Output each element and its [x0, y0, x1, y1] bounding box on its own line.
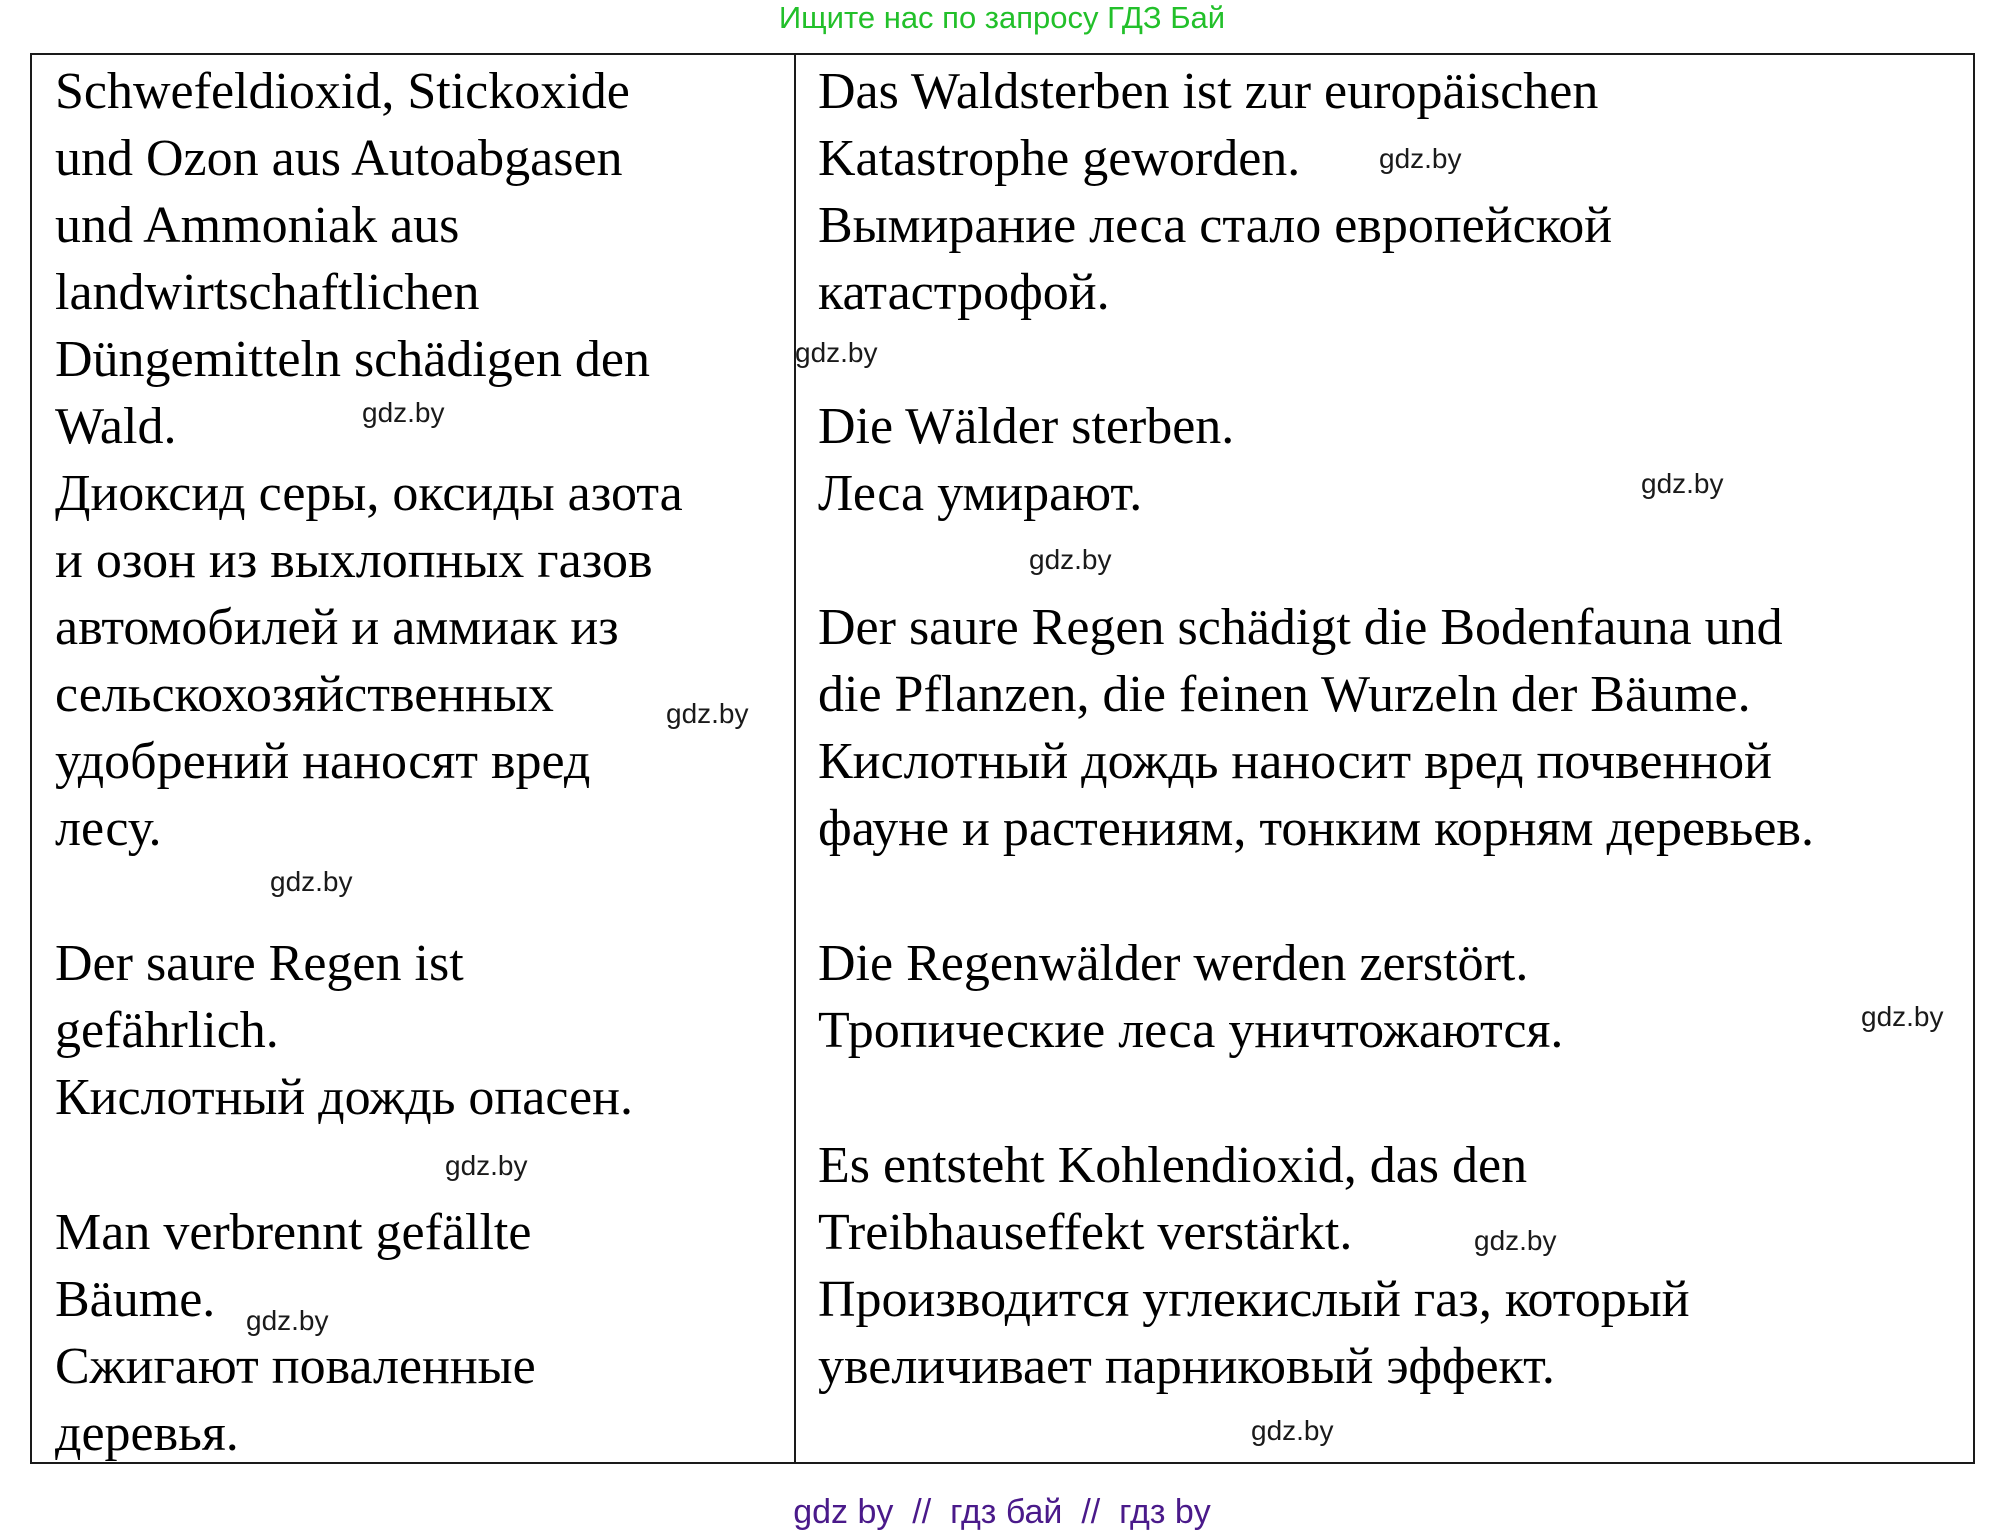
- german-line: Man verbrennt gefällte: [55, 1204, 532, 1261]
- german-line: Schwefeldioxid, Stickoxide: [55, 63, 630, 120]
- german-line: Treibhauseffekt verstärkt.: [818, 1204, 1353, 1261]
- german-line: landwirtschaftlichen: [55, 264, 480, 321]
- german-line: Die Wälder sterben.: [818, 398, 1235, 455]
- russian-line: увеличивает парниковый эффект.: [818, 1338, 1555, 1395]
- watermark: gdz.by: [795, 337, 878, 368]
- german-line: Wald.: [55, 398, 177, 455]
- footer-links: gdz by // гдз бай // гдз by: [793, 1493, 1211, 1531]
- column-divider: [794, 53, 796, 1464]
- russian-line: Кислотный дождь опасен.: [55, 1069, 633, 1126]
- german-line: Es entsteht Kohlendioxid, das den: [818, 1137, 1528, 1194]
- search-hint-banner: Ищите нас по запросу ГДЗ Бай: [778, 0, 1226, 35]
- russian-line: катастрофой.: [818, 264, 1110, 321]
- watermark: gdz.by: [1861, 1001, 1944, 1032]
- russian-line: автомобилей и аммиак из: [55, 599, 619, 656]
- german-line: gefährlich.: [55, 1002, 279, 1059]
- russian-line: Кислотный дождь наносит вред почвенной: [818, 733, 1772, 790]
- german-line: Die Regenwälder werden zerstört.: [818, 935, 1529, 992]
- watermark: gdz.by: [1029, 544, 1112, 575]
- watermark: gdz.by: [1251, 1415, 1334, 1446]
- watermark: gdz.by: [445, 1150, 528, 1181]
- german-line: Bäume.: [55, 1271, 216, 1328]
- russian-line: сельскохозяйственных: [55, 666, 554, 723]
- german-line: Düngemitteln schädigen den: [55, 331, 650, 388]
- russian-line: Вымирание леса стало европейской: [818, 197, 1613, 254]
- russian-line: Леса умирают.: [818, 465, 1143, 522]
- watermark: gdz.by: [1474, 1225, 1557, 1256]
- german-line: Katastrophe geworden.: [818, 130, 1301, 187]
- russian-line: фауне и растениям, тонким корням деревьев.: [818, 800, 1814, 857]
- russian-line: Тропические леса уничтожаются.: [818, 1002, 1564, 1059]
- russian-line: Диоксид серы, оксиды азота: [55, 465, 683, 522]
- watermark: gdz.by: [666, 698, 749, 729]
- russian-line: деревья.: [55, 1405, 239, 1462]
- german-line: Der saure Regen ist: [55, 935, 464, 992]
- russian-line: Сжигают поваленные: [55, 1338, 536, 1395]
- german-line: und Ammoniak aus: [55, 197, 460, 254]
- watermark: gdz.by: [1641, 468, 1724, 499]
- watermark: gdz.by: [270, 866, 353, 897]
- german-line: und Ozon aus Autoabgasen: [55, 130, 623, 187]
- russian-line: лесу.: [55, 800, 162, 857]
- german-line: Das Waldsterben ist zur europäischen: [818, 63, 1599, 120]
- german-line: die Pflanzen, die feinen Wurzeln der Bäume.: [818, 666, 1751, 723]
- russian-line: и озон из выхлопных газов: [55, 532, 653, 589]
- watermark: gdz.by: [246, 1305, 329, 1336]
- russian-line: Производится углекислый газ, который: [818, 1271, 1690, 1328]
- watermark: gdz.by: [1379, 143, 1462, 174]
- german-line: Der saure Regen schädigt die Bodenfauna und: [818, 599, 1783, 656]
- russian-line: удобрений наносят вред: [55, 733, 591, 790]
- watermark: gdz.by: [362, 397, 445, 428]
